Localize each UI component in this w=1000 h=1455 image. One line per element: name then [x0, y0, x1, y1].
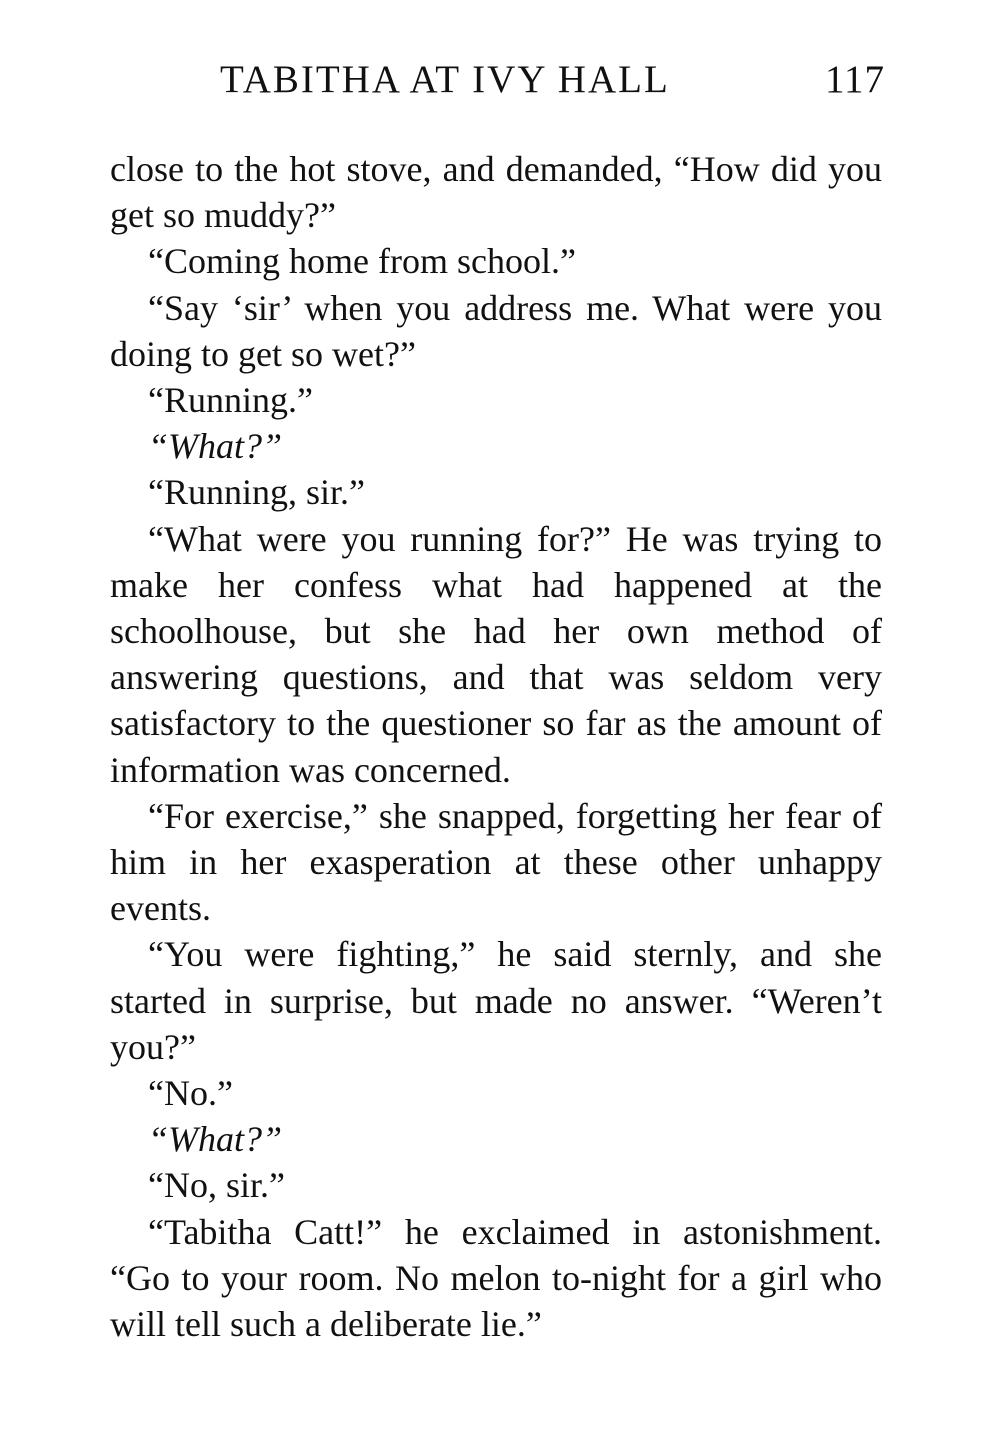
paragraph-italic: “What?”	[148, 1119, 283, 1160]
running-head	[110, 54, 885, 106]
paragraph-continuation: close to the hot stove, and demanded, “How did you get so muddy?”	[110, 149, 882, 236]
paragraph: “What were you running for?” He was trying to make her confess what had happened at the schoolhouse, but she had her own method of answering questions, and that was seldom very satisfactory to the questioner so far as the amount of information was concerned.	[110, 518, 882, 790]
paragraph: “For exercise,” she snapped, forgetting her fear of him in her exasperation at these other unhappy events.	[110, 795, 882, 929]
paragraph: “Running, sir.”	[148, 472, 365, 513]
paragraph-italic: “What?”	[148, 426, 283, 467]
paragraph: “Coming home from school.”	[148, 241, 576, 282]
paragraph: “You were fighting,” he said sternly, and she started in surprise, but made no answer. “Weren’t you?”	[110, 934, 882, 1067]
paragraph: “Tabitha Catt!” he exclaimed in astonishment. “Go to your room. No melon to-night for a girl who will tell such a deliberate lie.”	[110, 1211, 882, 1345]
paragraph: “No, sir.”	[148, 1165, 285, 1206]
paragraph: “Say ‘sir’ when you address me. What were you doing to get so wet?”	[110, 287, 882, 374]
paragraph: “Running.”	[148, 380, 313, 421]
running-head-title: TABITHA AT IVY HALL	[220, 58, 670, 101]
page-number: 117	[824, 58, 885, 101]
body-text	[110, 146, 882, 1347]
paragraph: “No.”	[148, 1073, 233, 1114]
